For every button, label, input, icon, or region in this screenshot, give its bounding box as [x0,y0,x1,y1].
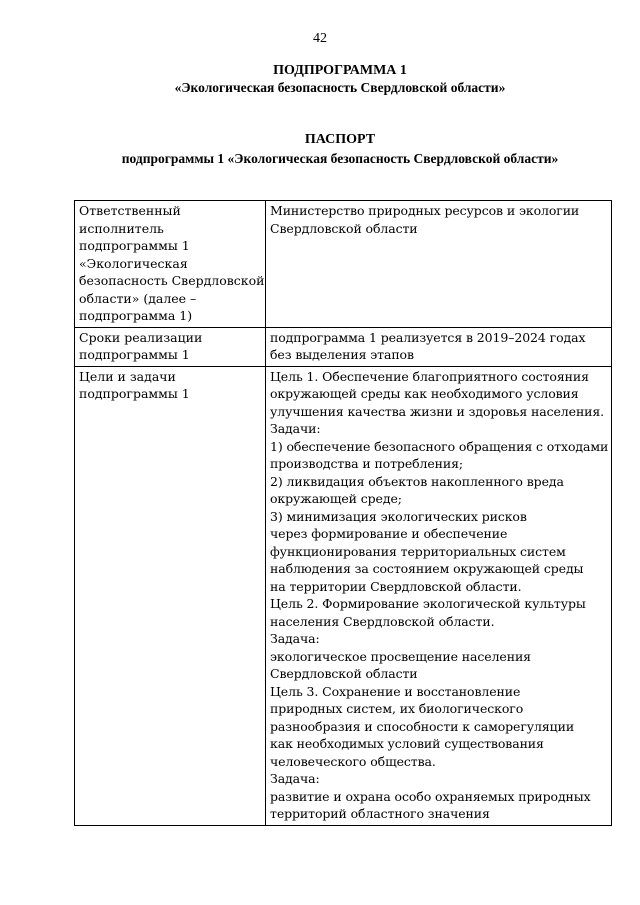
row-content-line: 2) ликвидация объектов накопленного вреда [270,473,564,489]
row-content-line: без выделения этапов [270,347,414,362]
row-label-line: подпрограммы 1 [79,347,190,362]
row-label-line: «Экологическая [79,255,188,271]
row-content-line: окружающей среды как необходимого условия [270,386,579,401]
table-row [75,366,612,825]
row-content-line: Задачи: [270,421,321,436]
row-content-line: Цель 1. Обеспечение благоприятного состояния [270,368,589,384]
table-row [75,327,612,366]
row-content-line: Цель 2. Формирование экологической культуры [270,596,586,611]
row-content-line: экологическое просвещение населения [270,648,531,664]
row-content-line: Цель 3. Сохранение и восстановление [270,683,521,699]
row-label-line: Сроки реализации [79,329,203,345]
row-content-line: производства и потребления; [270,456,464,471]
row-label-line: Ответственный [79,203,181,218]
row-content-line: территорий областного значения [270,806,490,821]
row-content-line: Задача: [270,631,320,646]
passport-table [74,200,612,826]
row-content-line: подпрограмма 1 реализуется в 2019–2024 годах [270,329,586,345]
row-content-line: природных систем, их биологического [270,701,524,716]
row-content-line: окружающей среде; [270,491,402,506]
row-content-line: улучшения качества жизни и здоровья населения. [270,403,605,419]
row-content-line: населения Свердловской области. [270,613,495,629]
row-label-line: подпрограммы 1 [79,386,190,401]
row-label-line: подпрограммы 1 [79,238,190,253]
table-row [75,201,612,328]
row-content-line: разнообразия и способности к саморегуляции [270,718,575,734]
row-content-line: Министерство природных ресурсов и экологии [270,203,580,218]
row-label-cell [75,201,266,328]
row-content-line: как необходимых условий существования [270,736,544,751]
row-label-line: Цели и задачи [79,368,176,384]
row-content-line: наблюдения за состоянием окружающей среды [270,561,584,576]
row-content-line: через формирование и обеспечение [270,526,508,541]
program-title: ПОДПРОГРАММА 1 [273,63,407,78]
row-label-line: исполнитель [79,220,164,236]
row-content-line: 1) обеспечение безопасного обращения с отходами [270,438,609,454]
passport-title: ПАСПОРТ [304,132,376,147]
row-label-line: области» (далее – [79,290,197,306]
row-content-cell [266,327,612,366]
row-content-line: Свердловской области [270,666,418,681]
row-content-line: функционирования территориальных систем [270,543,566,559]
row-content-cell [266,201,612,328]
passport-subtitle: подпрограммы 1 «Экологическая безопасность Свердловской области» [121,151,559,166]
page-number: 42 [313,31,327,46]
passport-table-body [75,201,612,826]
row-label-line: безопасность Свердловской [79,273,265,288]
row-content-line: 3) минимизация экологических рисков [270,508,527,524]
program-subtitle: «Экологическая безопасность Свердловской области» [174,80,506,95]
row-content-line: развитие и охрана особо охраняемых природных [270,788,591,804]
row-content-line: на территории Свердловской области. [270,578,522,594]
row-label-cell [75,327,266,366]
row-label-line: подпрограмма 1) [79,308,193,323]
row-label-cell [75,366,266,825]
row-content-line: Свердловской области [270,220,418,236]
row-content-line: Задача: [270,771,320,786]
row-content-line: человеческого общества. [270,753,436,769]
row-content-cell [266,366,612,825]
